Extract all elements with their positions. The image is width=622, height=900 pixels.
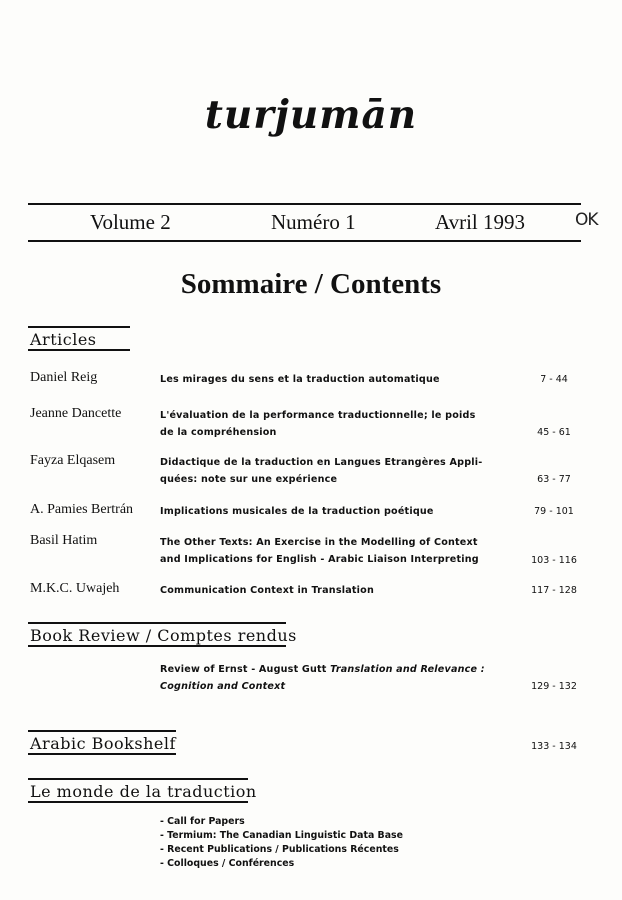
article-author: A. Pamies Bertrán xyxy=(30,502,134,517)
arabic-bookshelf-pages: 133 - 134 xyxy=(531,741,577,752)
journal-title: turjumān xyxy=(204,92,418,138)
article-title: Implications musicales de la traduction poétique xyxy=(160,506,434,517)
section-heading-articles: Articles xyxy=(30,330,97,349)
list-item: - Termium: The Canadian Linguistic Data Base xyxy=(160,830,403,841)
article-author: M.K.C. Uwajeh xyxy=(30,581,120,596)
arabic-bookshelf-heading-underline xyxy=(28,753,176,755)
monde-list xyxy=(160,815,403,871)
section-heading-monde: Le monde de la traduction xyxy=(30,782,257,801)
article-author: Daniel Reig xyxy=(30,370,98,385)
monde-heading-underline xyxy=(28,801,248,803)
article-title: L'évaluation de la performance traductionnelle; le poids de la compréhension xyxy=(160,410,476,438)
issue-volume: Volume 2 xyxy=(90,210,171,234)
article-author: Fayza Elqasem xyxy=(30,453,116,468)
list-item: - Call for Papers xyxy=(160,816,245,827)
article-title: Communication Context in Translation xyxy=(160,585,374,596)
article-author: Basil Hatim xyxy=(30,533,98,548)
article-pages: 79 - 101 xyxy=(534,506,574,517)
section-heading-book-review: Book Review / Comptes rendus xyxy=(30,626,297,645)
article-author: Jeanne Dancette xyxy=(30,406,122,421)
article-pages: 45 - 61 xyxy=(537,427,571,438)
article-pages: 7 - 44 xyxy=(540,374,568,385)
article-pages: 63 - 77 xyxy=(537,474,571,485)
contents-title: Sommaire / Contents xyxy=(180,268,442,300)
book-review-entry: Review of Ernst - August Gutt Translation and Relevance : Cognition and Context xyxy=(160,664,485,692)
book-title: Translation and Relevance : xyxy=(330,664,485,675)
section-heading-arabic-bookshelf: Arabic Bookshelf xyxy=(30,734,176,753)
article-title: Les mirages du sens et la traduction automatique xyxy=(160,374,440,385)
article-pages: 117 - 128 xyxy=(531,585,577,596)
article-title: Didactique de la traduction en Langues Etrangères Appli- quées: note sur une expérience xyxy=(160,457,483,485)
issue-number: Numéro 1 xyxy=(271,210,356,234)
issue-date: Avril 1993 xyxy=(435,210,526,234)
issue-bottom-rule xyxy=(28,240,581,242)
book-review-pages: 129 - 132 xyxy=(531,681,577,692)
handwritten-ok-mark: OK xyxy=(575,210,598,230)
list-item: - Recent Publications / Publications Récentes xyxy=(160,844,399,855)
issue-top-rule xyxy=(28,203,581,205)
list-item: - Colloques / Conférences xyxy=(160,858,295,869)
articles-heading-underline xyxy=(28,349,130,351)
article-pages: 103 - 116 xyxy=(531,555,577,566)
book-review-heading-underline xyxy=(28,645,286,647)
article-title: The Other Texts: An Exercise in the Modelling of Context and Implications for English - Arabic Liaison Interpreting xyxy=(160,537,479,565)
